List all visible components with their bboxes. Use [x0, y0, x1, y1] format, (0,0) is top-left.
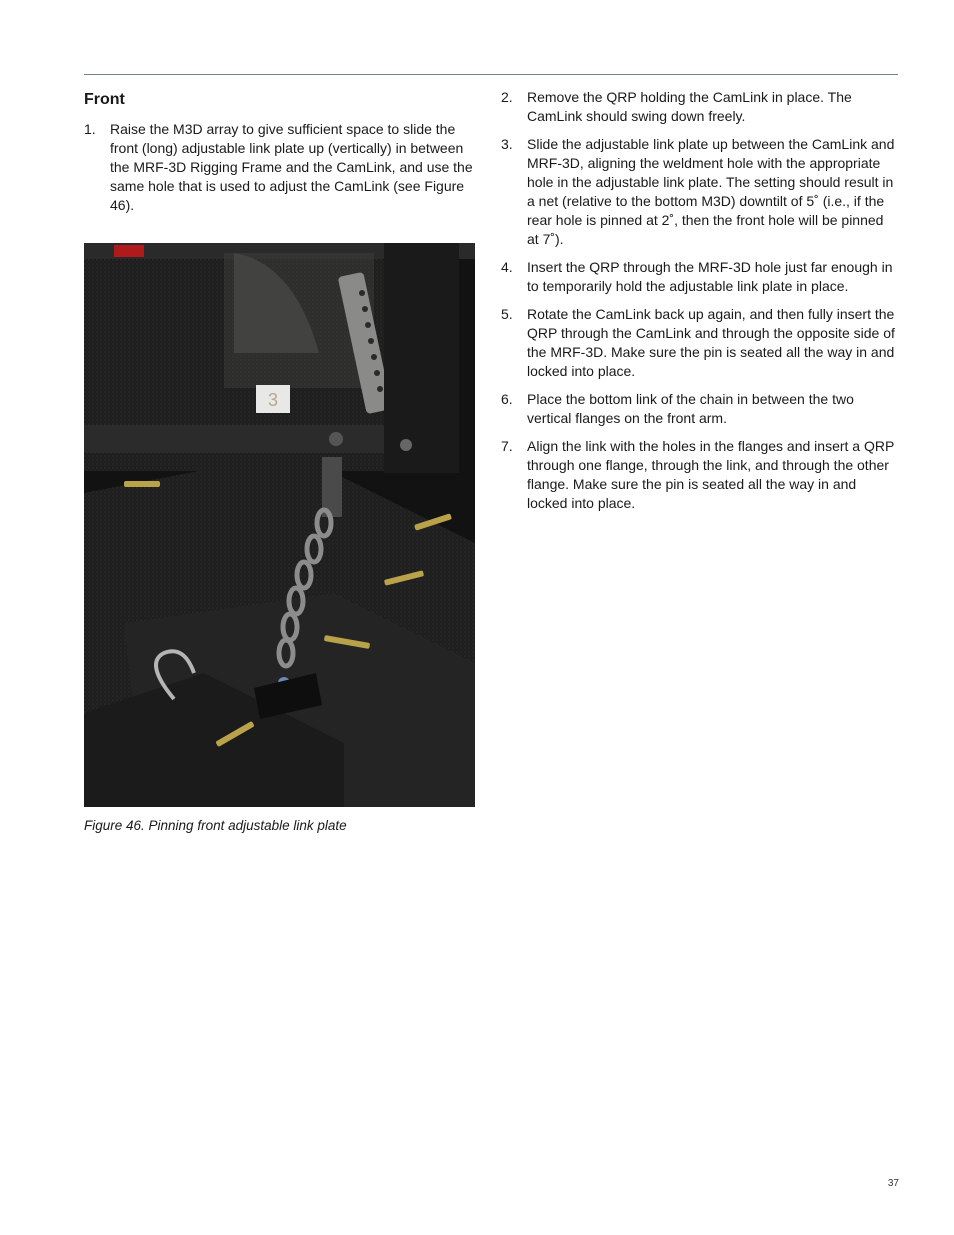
- page-number: 37: [887, 1178, 899, 1189]
- step-text: Insert the QRP through the MRF-3D hole just far enough in to temporarily hold the adjustable link plate in place.: [527, 259, 893, 294]
- header-rule: [84, 74, 898, 75]
- left-column: [84, 88, 476, 224]
- svg-text:3: 3: [267, 390, 279, 410]
- step-text: Rotate the CamLink back up again, and then fully insert the QRP through the CamLink and through the opposite side of the MRF-3D. Make sure the pin is seated all the way in and locked into place.: [527, 306, 895, 379]
- step-text: Remove the QRP holding the CamLink in place. The CamLink should swing down freely.: [527, 89, 852, 124]
- steps-list-left: [84, 120, 476, 215]
- step-item: [501, 390, 899, 428]
- step-item: [501, 258, 899, 296]
- step-number: 1.: [84, 121, 96, 137]
- step-text: Align the link with the holes in the flanges and insert a QRP through one flange, through the link, and through the other flange. Make sure the pin is seated all the way in and locked into place.: [527, 438, 895, 511]
- step-text: Slide the adjustable link plate up between the CamLink and MRF-3D, aligning the weldment hole with the appropriate hole in the adjustable link plate. The setting should result in a net (relative to the bottom M3D) downtilt of 5˚ (i.e., if the rear hole is pinned at 2˚, then the front hole will be pinned at 7˚).: [527, 136, 895, 247]
- step-item: [501, 305, 899, 381]
- step-number: 5.: [501, 306, 513, 322]
- figure-photo: [84, 243, 475, 807]
- step-number: 4.: [501, 259, 513, 275]
- figure-caption: Figure 46. Pinning front adjustable link plate: [84, 818, 347, 833]
- step-number: 3.: [501, 136, 513, 152]
- right-column: [501, 88, 899, 522]
- steps-list-right: [501, 88, 899, 513]
- step-text: Raise the M3D array to give sufficient space to slide the front (long) adjustable link plate up (vertically) in between the MRF-3D Rigging Frame and the CamLink, and use the same hole that is used to adjust the CamLink (see Figure 46).: [110, 121, 473, 213]
- step-number: 7.: [501, 438, 513, 454]
- step-number: 2.: [501, 89, 513, 105]
- step-item: [501, 135, 899, 249]
- step-item: [501, 437, 899, 513]
- step-text: Place the bottom link of the chain in between the two vertical flanges on the front arm.: [527, 391, 854, 426]
- step-item: [84, 120, 476, 215]
- section-heading: Front: [84, 91, 125, 108]
- rigging-photo-illustration: [84, 243, 475, 807]
- step-item: [501, 88, 899, 126]
- step-number: 6.: [501, 391, 513, 407]
